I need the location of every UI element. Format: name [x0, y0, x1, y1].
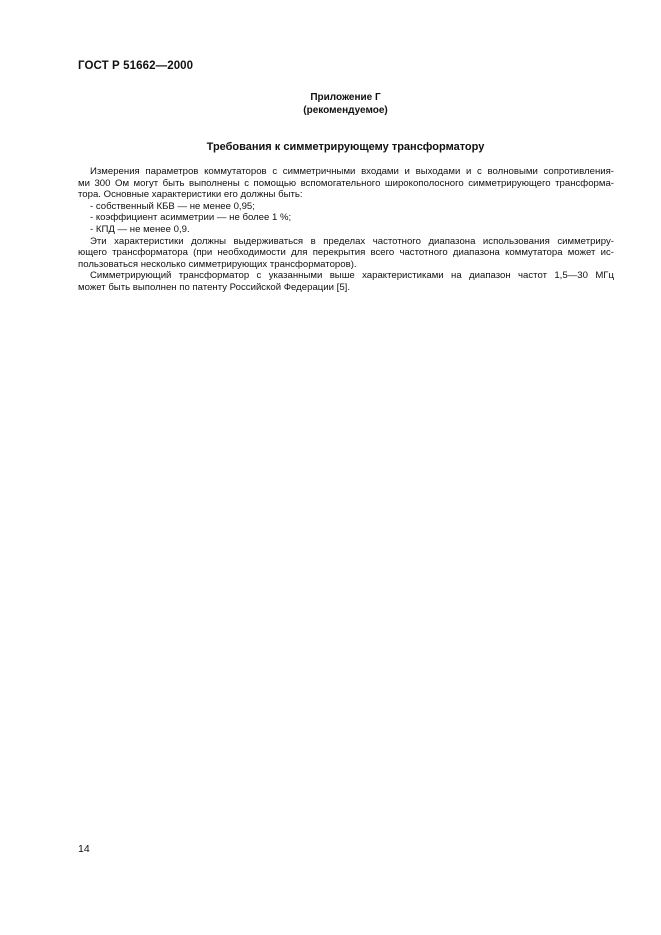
- paragraph-line: Измерения параметров коммутаторов с симметричными входами и выходами и с волновыми сопротивления-: [90, 166, 614, 177]
- paragraph-line: пользоваться несколько симметрирующих трансформаторов).: [78, 258, 357, 270]
- paragraph-line: ющего трансформатора (при необходимости для перекрытия всего частотного диапазона коммутатора может ис-: [78, 247, 614, 259]
- paragraph-measurements: [78, 166, 614, 201]
- appendix-heading: [78, 91, 613, 117]
- paragraph-line: Эти характеристики должны выдерживаться в пределах частотного диапазона использования симметриру-: [90, 235, 614, 247]
- paragraph-line: Симметрирующий трансформатор с указанными выше характеристиками на диапазон частот 1,5—30 МГц: [90, 270, 614, 282]
- section-title: Требования к симметрирующему трансформатору: [206, 141, 485, 153]
- body-text: [78, 166, 614, 294]
- appendix-status: (рекомендуемое): [303, 105, 388, 116]
- paragraph-line: ми 300 Ом могут быть выполнены с помощью вспомогательного широкополосного симметрирующего трансформа-: [78, 177, 614, 189]
- paragraph-line: может быть выполнен по патенту Российской Федерации [5].: [78, 281, 350, 293]
- list-item: - КПД — не менее 0,9.: [90, 223, 190, 235]
- paragraph-patent: [78, 270, 614, 293]
- page-number: 14: [78, 843, 90, 855]
- characteristics-list: [78, 201, 614, 236]
- appendix-label: Приложение Г: [310, 92, 381, 103]
- paragraph-line: тора. Основные характеристики его должны быть:: [78, 189, 303, 201]
- list-item: - коэффициент асимметрии — не более 1 %;: [90, 212, 292, 224]
- document-code: ГОСТ Р 51662—2000: [78, 60, 194, 72]
- list-item: - собственный КБВ — не менее 0,95;: [90, 200, 255, 212]
- paragraph-frequency-range: [78, 236, 614, 271]
